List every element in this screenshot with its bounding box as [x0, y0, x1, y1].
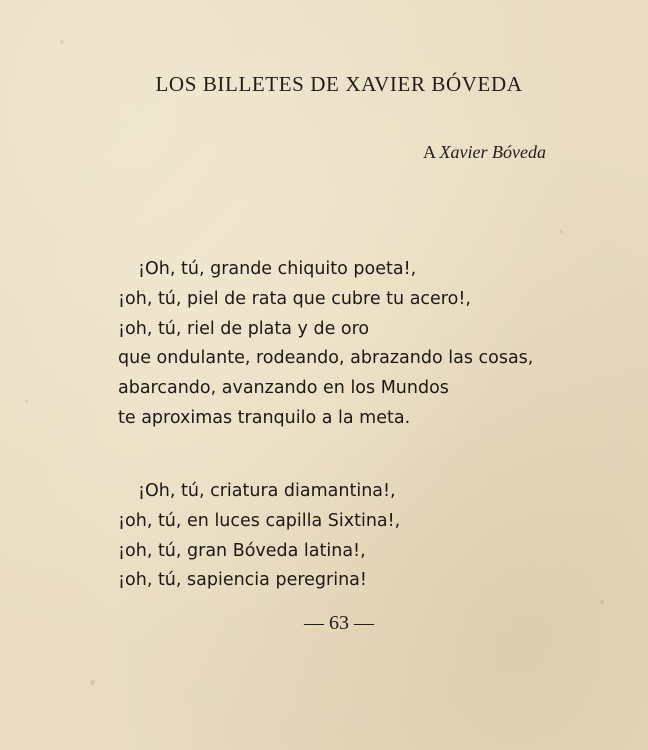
- stanza-2: [118, 477, 400, 596]
- verse-line: ¡oh, tú, sapiencia peregrina!: [118, 570, 367, 591]
- paper-spot: [600, 600, 604, 604]
- stanza-1: [118, 255, 533, 434]
- paper-spot: [90, 680, 95, 685]
- dedication-prefix: A: [423, 142, 440, 162]
- verse-line: ¡oh, tú, gran Bóveda latina!,: [118, 540, 366, 561]
- dedication: [423, 142, 546, 163]
- paper-spot: [560, 230, 563, 233]
- page-number: — 63 —: [304, 612, 374, 634]
- verse-line: ¡oh, tú, riel de plata y de oro: [118, 318, 370, 339]
- verse-line: te aproximas tranquilo a la meta.: [118, 407, 411, 428]
- poem-title: LOS BILLETES DE XAVIER BÓVEDA: [155, 72, 523, 96]
- dedication-name: Xavier Bóveda: [439, 142, 546, 162]
- paper-spot: [60, 40, 64, 44]
- verse-line: abarcando, avanzando en los Mundos: [118, 378, 449, 399]
- verse-line: ¡oh, tú, en luces capilla Sixtina!,: [118, 510, 401, 531]
- verse-line: ¡Oh, tú, grande chiquito poeta!,: [138, 259, 417, 279]
- verse-line: que ondulante, rodeando, abrazando las cosas,: [118, 348, 534, 369]
- verse-line: ¡oh, tú, piel de rata que cubre tu acero!,: [118, 288, 471, 309]
- verse-line: ¡Oh, tú, criatura diamantina!,: [138, 481, 396, 501]
- paper-spot: [25, 400, 28, 403]
